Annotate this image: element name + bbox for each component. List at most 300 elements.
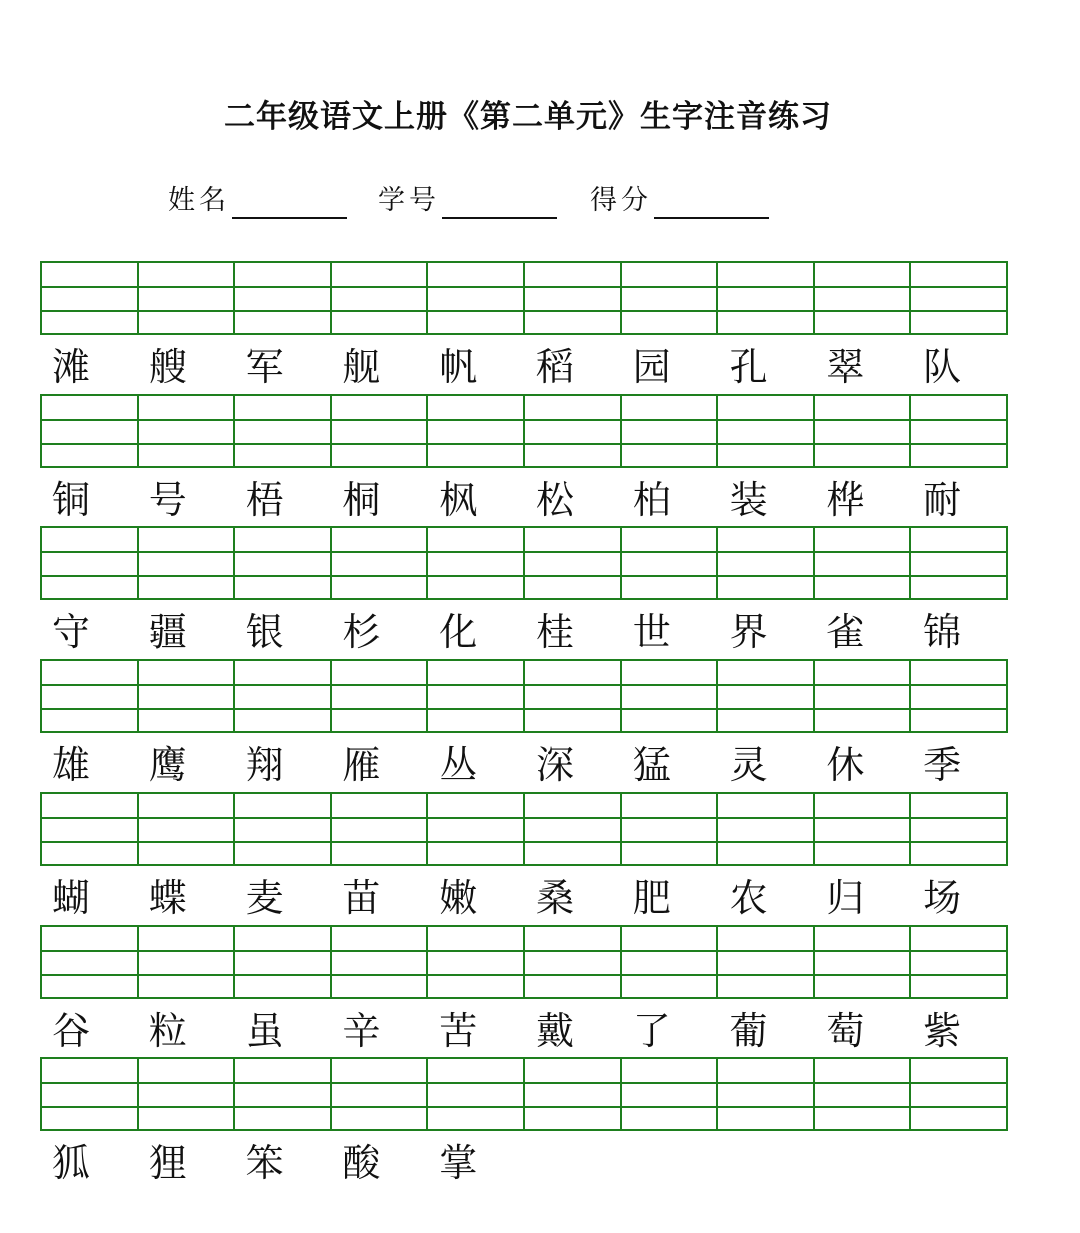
vocab-character: 戴 (535, 1009, 574, 1053)
vocab-character (911, 1137, 1008, 1189)
guide-line (42, 575, 137, 577)
vocab-character: 军 (245, 345, 284, 389)
pinyin-writing-grid (40, 526, 1008, 600)
guide-line (815, 817, 910, 819)
guide-line (718, 310, 813, 312)
guide-line (525, 443, 620, 445)
guide-line (622, 310, 717, 312)
guide-line (525, 551, 620, 553)
vocab-character: 肥 (632, 876, 671, 920)
guide-line (42, 419, 137, 421)
pinyin-cell[interactable] (235, 1059, 332, 1129)
pinyin-cell[interactable] (139, 263, 236, 333)
vocab-character: 苗 (342, 876, 381, 920)
pinyin-cell[interactable] (815, 263, 912, 333)
guide-line (815, 974, 910, 976)
vocab-character: 杉 (342, 610, 381, 654)
vocab-character: 桂 (535, 610, 574, 654)
vocab-character: 翠 (826, 345, 865, 389)
pinyin-cell[interactable] (911, 528, 1006, 598)
guide-line (139, 950, 234, 952)
vocab-character: 园 (632, 345, 671, 389)
vocab-character: 滩 (52, 345, 91, 389)
pinyin-writing-grid (40, 261, 1008, 335)
guide-line (139, 575, 234, 577)
guide-line (428, 708, 523, 710)
pinyin-writing-grid (40, 659, 1008, 733)
guide-line (332, 551, 427, 553)
pinyin-cell[interactable] (622, 528, 719, 598)
guide-line (622, 286, 717, 288)
character-row (40, 1005, 1008, 1057)
guide-line (139, 310, 234, 312)
vocab-character: 号 (148, 478, 187, 522)
vocab-character (524, 1137, 621, 1189)
pinyin-cell[interactable] (718, 528, 815, 598)
vocab-character: 虽 (245, 1009, 284, 1053)
guide-line (815, 950, 910, 952)
vocab-character: 丛 (439, 743, 478, 787)
guide-line (622, 817, 717, 819)
guide-line (139, 551, 234, 553)
pinyin-cell[interactable] (525, 528, 622, 598)
guide-line (718, 974, 813, 976)
vocab-character: 帆 (439, 345, 478, 389)
guide-line (42, 684, 137, 686)
pinyin-cell[interactable] (718, 396, 815, 466)
pinyin-cell[interactable] (911, 661, 1006, 731)
pinyin-writing-grid (40, 394, 1008, 468)
guide-line (332, 708, 427, 710)
guide-line (428, 1106, 523, 1108)
guide-line (815, 419, 910, 421)
guide-line (815, 1106, 910, 1108)
pinyin-cell[interactable] (235, 396, 332, 466)
pinyin-cell[interactable] (815, 1059, 912, 1129)
guide-line (332, 974, 427, 976)
vocab-character: 银 (245, 610, 284, 654)
practice-block (0, 261, 1080, 395)
vocab-character: 耐 (923, 478, 962, 522)
pinyin-cell[interactable] (428, 661, 525, 731)
guide-line (911, 841, 1006, 843)
guide-line (428, 950, 523, 952)
guide-line (815, 841, 910, 843)
pinyin-cell[interactable] (428, 794, 525, 864)
pinyin-cell[interactable] (815, 927, 912, 997)
pinyin-cell[interactable] (42, 927, 139, 997)
guide-line (911, 310, 1006, 312)
guide-line (332, 419, 427, 421)
vocab-character: 狸 (148, 1141, 187, 1185)
guide-line (235, 817, 330, 819)
guide-line (139, 1082, 234, 1084)
guide-line (235, 419, 330, 421)
vocab-character: 葡 (729, 1009, 768, 1053)
pinyin-cell[interactable] (525, 661, 622, 731)
pinyin-cell[interactable] (718, 794, 815, 864)
character-row (40, 341, 1008, 393)
guide-line (235, 286, 330, 288)
guide-line (622, 443, 717, 445)
guide-line (139, 286, 234, 288)
pinyin-cell[interactable] (622, 927, 719, 997)
guide-line (139, 443, 234, 445)
name-label: 姓名 (168, 185, 230, 216)
pinyin-cell[interactable] (139, 528, 236, 598)
guide-line (718, 817, 813, 819)
vocab-character: 归 (826, 876, 865, 920)
guide-line (911, 551, 1006, 553)
guide-line (42, 1082, 137, 1084)
character-row (40, 606, 1008, 658)
guide-line (911, 286, 1006, 288)
vocab-character: 农 (729, 876, 768, 920)
guide-line (622, 1106, 717, 1108)
guide-line (332, 443, 427, 445)
guide-line (332, 950, 427, 952)
vocab-character: 松 (535, 478, 574, 522)
guide-line (525, 817, 620, 819)
guide-line (911, 443, 1006, 445)
pinyin-cell[interactable] (622, 794, 719, 864)
guide-line (622, 950, 717, 952)
guide-line (42, 950, 137, 952)
student-id-blank-line[interactable] (442, 189, 557, 219)
guide-line (815, 443, 910, 445)
guide-line (622, 1082, 717, 1084)
pinyin-writing-grid (40, 925, 1008, 999)
vocab-character: 场 (923, 876, 962, 920)
pinyin-cell[interactable] (139, 1059, 236, 1129)
guide-line (42, 310, 137, 312)
vocab-character: 谷 (52, 1009, 91, 1053)
pinyin-cell[interactable] (815, 794, 912, 864)
pinyin-cell[interactable] (332, 927, 429, 997)
pinyin-cell[interactable] (525, 396, 622, 466)
pinyin-cell[interactable] (815, 396, 912, 466)
guide-line (332, 817, 427, 819)
vocab-character: 世 (632, 610, 671, 654)
guide-line (42, 841, 137, 843)
vocab-character: 界 (729, 610, 768, 654)
guide-line (815, 1082, 910, 1084)
student-id-label: 学号 (378, 185, 440, 216)
pinyin-cell[interactable] (139, 794, 236, 864)
guide-line (235, 551, 330, 553)
pinyin-cell[interactable] (428, 263, 525, 333)
vocab-character: 桐 (342, 478, 381, 522)
pinyin-cell[interactable] (428, 927, 525, 997)
pinyin-cell[interactable] (332, 661, 429, 731)
vocab-character: 辛 (342, 1009, 381, 1053)
pinyin-cell[interactable] (815, 528, 912, 598)
pinyin-cell[interactable] (235, 927, 332, 997)
page-title: 二年级语文上册《第二单元》生字注音练习 (224, 99, 832, 135)
guide-line (718, 1106, 813, 1108)
pinyin-cell[interactable] (332, 1059, 429, 1129)
guide-line (815, 551, 910, 553)
guide-line (718, 419, 813, 421)
guide-line (815, 684, 910, 686)
guide-line (235, 1082, 330, 1084)
pinyin-cell[interactable] (235, 263, 332, 333)
pinyin-cell[interactable] (139, 396, 236, 466)
vocab-character: 粒 (148, 1009, 187, 1053)
guide-line (235, 310, 330, 312)
vocab-character: 鹰 (148, 743, 187, 787)
pinyin-cell[interactable] (911, 794, 1006, 864)
pinyin-cell[interactable] (911, 263, 1006, 333)
vocab-character: 猛 (632, 743, 671, 787)
guide-line (139, 841, 234, 843)
pinyin-cell[interactable] (235, 661, 332, 731)
pinyin-cell[interactable] (525, 794, 622, 864)
guide-line (525, 708, 620, 710)
pinyin-cell[interactable] (815, 661, 912, 731)
practice-block (0, 792, 1080, 926)
name-blank-line[interactable] (232, 189, 347, 219)
guide-line (911, 684, 1006, 686)
guide-line (139, 684, 234, 686)
vocab-character: 嫩 (439, 876, 478, 920)
pinyin-cell[interactable] (42, 396, 139, 466)
vocab-character: 梧 (245, 478, 284, 522)
pinyin-cell[interactable] (139, 661, 236, 731)
guide-line (235, 443, 330, 445)
guide-line (525, 310, 620, 312)
guide-line (139, 817, 234, 819)
practice-block (0, 659, 1080, 793)
guide-line (622, 684, 717, 686)
pinyin-cell[interactable] (235, 794, 332, 864)
vocab-character: 舰 (342, 345, 381, 389)
guide-line (139, 419, 234, 421)
vocab-character: 休 (826, 743, 865, 787)
pinyin-cell[interactable] (622, 1059, 719, 1129)
practice-block (0, 526, 1080, 660)
guide-line (525, 1082, 620, 1084)
guide-line (332, 1082, 427, 1084)
pinyin-cell[interactable] (718, 661, 815, 731)
character-row (40, 1137, 1008, 1189)
pinyin-cell[interactable] (428, 396, 525, 466)
guide-line (911, 974, 1006, 976)
guide-line (332, 841, 427, 843)
pinyin-cell[interactable] (622, 661, 719, 731)
character-row (40, 474, 1008, 526)
pinyin-cell[interactable] (718, 927, 815, 997)
vocab-character: 桑 (535, 876, 574, 920)
pinyin-cell[interactable] (428, 528, 525, 598)
vocab-character: 掌 (439, 1141, 478, 1185)
pinyin-writing-grid (40, 1057, 1008, 1131)
vocab-character: 桦 (826, 478, 865, 522)
guide-line (525, 1106, 620, 1108)
guide-line (911, 1082, 1006, 1084)
vocab-character: 深 (535, 743, 574, 787)
guide-line (235, 841, 330, 843)
guide-line (718, 684, 813, 686)
guide-line (139, 708, 234, 710)
pinyin-cell[interactable] (622, 263, 719, 333)
guide-line (525, 575, 620, 577)
guide-line (815, 575, 910, 577)
practice-block (0, 1057, 1080, 1191)
pinyin-cell[interactable] (139, 927, 236, 997)
student-info-row (0, 183, 1080, 223)
guide-line (911, 950, 1006, 952)
guide-line (139, 1106, 234, 1108)
character-row (40, 872, 1008, 924)
guide-line (718, 708, 813, 710)
pinyin-cell[interactable] (332, 528, 429, 598)
pinyin-cell[interactable] (42, 263, 139, 333)
vocab-character: 铜 (52, 478, 91, 522)
pinyin-cell[interactable] (42, 794, 139, 864)
vocab-character: 蝶 (148, 876, 187, 920)
practice-block (0, 394, 1080, 528)
vocab-character: 笨 (245, 1141, 284, 1185)
vocab-character: 蝴 (52, 876, 91, 920)
vocab-character: 化 (439, 610, 478, 654)
vocab-character: 枫 (439, 478, 478, 522)
guide-line (718, 575, 813, 577)
vocab-character: 守 (52, 610, 91, 654)
guide-line (622, 551, 717, 553)
pinyin-cell[interactable] (911, 396, 1006, 466)
vocab-character (814, 1137, 911, 1189)
guide-line (428, 310, 523, 312)
character-row (40, 739, 1008, 791)
pinyin-cell[interactable] (332, 396, 429, 466)
guide-line (235, 1106, 330, 1108)
guide-line (815, 286, 910, 288)
guide-line (332, 310, 427, 312)
guide-line (525, 419, 620, 421)
vocab-character: 了 (632, 1009, 671, 1053)
vocab-character: 萄 (826, 1009, 865, 1053)
guide-line (525, 286, 620, 288)
pinyin-cell[interactable] (911, 1059, 1006, 1129)
score-label: 得分 (590, 185, 652, 216)
guide-line (815, 310, 910, 312)
vocab-character: 雁 (342, 743, 381, 787)
pinyin-cell[interactable] (428, 1059, 525, 1129)
practice-block (0, 925, 1080, 1059)
pinyin-writing-grid (40, 792, 1008, 866)
guide-line (332, 1106, 427, 1108)
pinyin-cell[interactable] (718, 263, 815, 333)
guide-line (42, 443, 137, 445)
pinyin-cell[interactable] (42, 1059, 139, 1129)
name-field[interactable] (168, 183, 347, 219)
guide-line (42, 817, 137, 819)
vocab-character: 孔 (729, 345, 768, 389)
vocab-character: 锦 (923, 610, 962, 654)
guide-line (911, 575, 1006, 577)
vocab-character: 队 (923, 345, 962, 389)
guide-line (42, 286, 137, 288)
guide-line (428, 443, 523, 445)
vocab-character: 装 (729, 478, 768, 522)
guide-line (235, 575, 330, 577)
guide-line (139, 974, 234, 976)
guide-line (428, 575, 523, 577)
vocab-character: 狐 (52, 1141, 91, 1185)
vocab-character: 疆 (148, 610, 187, 654)
pinyin-cell[interactable] (235, 528, 332, 598)
guide-line (718, 950, 813, 952)
pinyin-cell[interactable] (525, 263, 622, 333)
vocab-character (718, 1137, 815, 1189)
guide-line (42, 1106, 137, 1108)
pinyin-cell[interactable] (525, 927, 622, 997)
guide-line (718, 443, 813, 445)
guide-line (42, 708, 137, 710)
guide-line (428, 684, 523, 686)
guide-line (911, 419, 1006, 421)
pinyin-cell[interactable] (332, 794, 429, 864)
vocab-character: 酸 (342, 1141, 381, 1185)
guide-line (622, 575, 717, 577)
vocab-character: 季 (923, 743, 962, 787)
vocab-character: 翔 (245, 743, 284, 787)
score-blank-line[interactable] (654, 189, 769, 219)
guide-line (911, 708, 1006, 710)
guide-line (525, 684, 620, 686)
vocab-character: 艘 (148, 345, 187, 389)
pinyin-cell[interactable] (332, 263, 429, 333)
guide-line (428, 551, 523, 553)
guide-line (428, 974, 523, 976)
guide-line (718, 551, 813, 553)
vocab-character (621, 1137, 718, 1189)
pinyin-cell[interactable] (622, 396, 719, 466)
guide-line (622, 974, 717, 976)
guide-line (42, 974, 137, 976)
score-field[interactable] (590, 183, 769, 219)
pinyin-cell[interactable] (42, 661, 139, 731)
guide-line (428, 817, 523, 819)
vocab-character: 稻 (535, 345, 574, 389)
guide-line (718, 841, 813, 843)
vocab-character: 雀 (826, 610, 865, 654)
guide-line (525, 841, 620, 843)
guide-line (428, 841, 523, 843)
guide-line (815, 708, 910, 710)
pinyin-cell[interactable] (525, 1059, 622, 1129)
guide-line (718, 286, 813, 288)
vocab-character: 麦 (245, 876, 284, 920)
guide-line (525, 974, 620, 976)
pinyin-cell[interactable] (911, 927, 1006, 997)
guide-line (332, 684, 427, 686)
pinyin-cell[interactable] (718, 1059, 815, 1129)
guide-line (622, 419, 717, 421)
guide-line (332, 575, 427, 577)
guide-line (428, 286, 523, 288)
vocab-character: 紫 (923, 1009, 962, 1053)
guide-line (718, 1082, 813, 1084)
guide-line (235, 684, 330, 686)
guide-line (525, 950, 620, 952)
guide-line (42, 551, 137, 553)
guide-line (622, 708, 717, 710)
guide-line (911, 817, 1006, 819)
student-id-field[interactable] (378, 183, 557, 219)
pinyin-cell[interactable] (42, 528, 139, 598)
